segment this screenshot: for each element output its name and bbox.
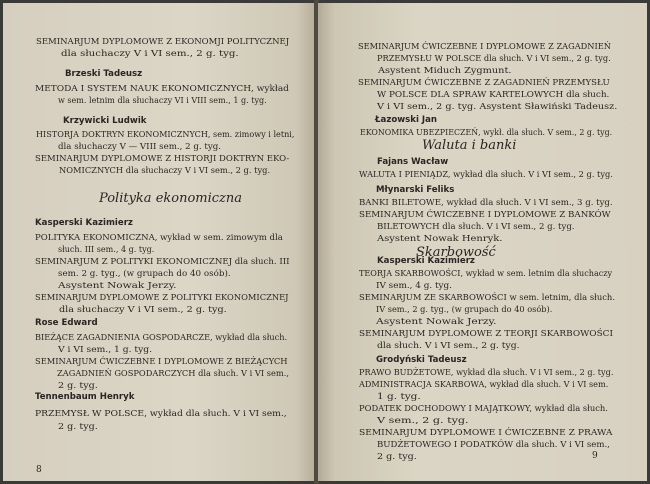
left-page	[3, 3, 315, 481]
course-line-dla-s-uchaczy-v-viii-sem-2-g-tyg: dla słuchaczy V — VIII sem., 2 g. tyg.	[58, 141, 222, 151]
course-line-teorja-skarbowos-ci-wyk-ad-w-sem-letnim-: TEORJA SKARBOWOŚCI, wykład w sem. letnim dla słuchaczy	[359, 268, 613, 278]
course-line-v-i-vi-sem-2-g-tyg-asystent-s-awin-ski-t: V i VI sem., 2 g. tyg. Asystent Sławiński Tadeusz.	[377, 101, 618, 111]
course-line-iv-sem-2-g-tyg-w-grupach-do-40-oso-b: IV sem., 2 g. tyg., (w grupach do 40 osób).	[376, 304, 553, 314]
course-line-seminarjum-dyplomowe-z-polityki-ekonomic: SEMINARJUM DYPLOMOWE Z POLITYKI EKONOMICZNEJ	[35, 292, 289, 302]
course-line-przemys-u-w-polsce-dla-s-uch-v-i-vi-sem-: PRZEMYSŁU W POLSCE dla słuch. V i VI sem., 2 g. tyg.	[377, 53, 611, 63]
course-line-2-g-tyg: 2 g. tyg.	[377, 451, 417, 461]
course-line-nomicznych-dla-s-uchaczy-v-i-vi-sem-2-g-: NOMICZNYCH dla słuchaczy V i VI sem., 2 g. tyg.	[59, 165, 271, 175]
course-line-biletowych-dla-s-uch-v-i-vi-sem-2-g-tyg: BILETOWYCH dla słuch. V i VI sem., 2 g. tyg.	[377, 221, 575, 231]
course-line-podatek-dochodowy-i-maja-tkowy-wyk-ad-dl: PODATEK DOCHODOWY I MAJĄTKOWY, wykład dla słuch.	[359, 403, 608, 413]
course-line-dla-s-uchaczy-v-i-vi-sem-2-g-tyg: dla słuchaczy V i VI sem., 2 g. tyg.	[59, 304, 227, 314]
section-heading-skarbowos-c: Skarbowość	[416, 245, 496, 260]
section-heading-polityka-ekonomiczna: Polityka ekonomiczna	[99, 191, 243, 206]
course-line-seminarjum-dyplomowe-z-teorji-skarbowos-: SEMINARJUM DYPLOMOWE Z TEORJI SKARBOWOŚCI	[359, 328, 613, 338]
course-line-asystent-nowak-jerzy: Asystent Nowak Jerzy.	[58, 280, 177, 290]
course-line-prawo-budz-etowe-wyk-ad-dla-s-uch-v-i-vi: PRAWO BUDŻETOWE, wykład dla słuch. V i VI sem., 2 g. tyg.	[359, 367, 614, 377]
course-line-w-polsce-dla-spraw-kartelowych-dla-s-uch: W POLSCE DLA SPRAW KARTELOWYCH dla słuch.	[377, 89, 610, 99]
course-line-w-sem-letnim-dla-s-uchaczy-vi-i-viii-sem: w sem. letnim dla słuchaczy VI i VIII sem., 1 g. tyg.	[58, 95, 267, 105]
course-line-banki-biletowe-wyk-ad-dla-s-uch-v-i-vi-s: BANKI BILETOWE, wykład dla słuch. V i VI sem., 3 g. tyg.	[359, 197, 613, 207]
course-line-asystent-nowak-henryk: Asystent Nowak Henryk.	[377, 233, 503, 243]
course-line-seminarjum-ze-skarbowos-ci-w-sem-letnim-: SEMINARJUM ZE SKARBOWOŚCI w sem. letnim, dla słuch.	[359, 292, 615, 302]
lecturer-name-grodyn-ski-tadeusz: Grodyński Tadeusz	[376, 355, 467, 365]
course-line-przemys-w-polsce-wyk-ad-dla-s-uch-v-i-vi: PRZEMYSŁ W POLSCE, wykład dla słuch. V i VI sem.,	[35, 408, 287, 418]
course-line-2-g-tyg: 2 g. tyg.	[58, 380, 98, 390]
course-line-ekonomika-ubezpieczen-wyk-dla-s-uch-v-se: EKONOMIKA UBEZPIECZEŃ, wykł. dla słuch. V sem., 2 g. tyg.	[360, 127, 613, 137]
course-line-seminarjum-c-wiczebne-z-zagadnien-przemy: SEMINARJUM ĆWICZEBNE Z ZAGADNIEŃ PRZEMYSŁU	[358, 77, 610, 87]
page-number-right: 9	[592, 451, 598, 461]
right-page	[318, 3, 647, 481]
course-line-zagadnien-gospodarczych-dla-s-uch-v-i-vi: ZAGADNIEŃ GOSPODARCZYCH dla słuch. V i VI sem.,	[57, 368, 290, 378]
course-line-metoda-i-system-nauk-ekonomicznych-wyk-a: METODA I SYSTEM NAUK EKONOMICZNYCH, wykład	[35, 83, 289, 93]
course-line-waluta-i-pienia-dz-wyk-ad-dla-s-uch-v-i-: WALUTA I PIENIĄDZ, wykład dla słuch. V i VI sem., 2 g. tyg.	[359, 169, 613, 179]
course-line-sem-2-g-tyg-w-grupach-do-40-oso-b: sem. 2 g. tyg., (w grupach do 40 osób).	[58, 268, 231, 278]
section-heading-waluta-i-banki: Waluta i banki	[422, 138, 517, 153]
lecturer-name-fajans-wac-aw: Fajans Wacław	[377, 157, 449, 167]
course-line-historja-doktryn-ekonomicznych-sem-zimow: HISTORJA DOKTRYN EKONOMICZNYCH, sem. zimowy i letni,	[36, 129, 295, 139]
course-line-s-uch-iii-sem-4-g-tyg: słuch. III sem., 4 g. tyg.	[58, 244, 155, 254]
course-line-2-g-tyg: 2 g. tyg.	[58, 421, 98, 431]
course-line-seminarjum-z-polityki-ekonomicznej-dla-s: SEMINARJUM Z POLITYKI EKONOMICZNEJ dla słuch. III	[35, 256, 290, 266]
course-line-dla-s-uch-v-i-vi-sem-2-g-tyg: dla słuch. V i VI sem., 2 g. tyg.	[377, 340, 520, 350]
course-line-seminarjum-dyplomowe-z-historji-doktryn-: SEMINARJUM DYPLOMOWE Z HISTORJI DOKTRYN EKO-	[35, 153, 290, 163]
course-line-iv-sem-4-g-tyg: IV sem., 4 g. tyg.	[376, 280, 452, 290]
course-line-dla-s-uchaczy-v-i-vi-sem-2-g-tyg: dla słuchaczy V i VI sem., 2 g. tyg.	[61, 48, 239, 58]
lecturer-name-m-ynarski-feliks: Młynarski Feliks	[376, 185, 455, 195]
course-line-seminarjum-dyplomowe-z-ekonomji-politycz: SEMINARJUM DYPLOMOWE Z EKONOMJI POLITYCZNEJ	[36, 36, 290, 46]
course-line-1-g-tyg: 1 g. tyg.	[377, 391, 421, 401]
course-line-v-sem-2-g-tyg: V sem., 2 g. tyg.	[377, 415, 469, 425]
course-line-seminarjum-c-wiczebne-i-dyplomowe-z-zaga: SEMINARJUM ĆWICZEBNE I DYPLOMOWE Z ZAGADNIEŃ	[358, 41, 611, 51]
course-line-asystent-miduch-zygmunt: Asystent Miduch Zygmunt.	[378, 65, 512, 75]
course-line-asystent-nowak-jerzy: Asystent Nowak Jerzy.	[376, 316, 497, 326]
lecturer-name-krzywicki-ludwik: Krzywicki Ludwik	[63, 116, 147, 126]
lecturer-name-rose-edward: Rose Edward	[35, 318, 98, 328]
lecturer-name-azowski-jan: Łazowski Jan	[375, 115, 438, 125]
course-line-polityka-ekonomiczna-wyk-ad-w-sem-zimowy: POLITYKA EKONOMICZNA, wykład w sem. zimowym dla	[35, 232, 283, 242]
lecturer-name-kasperski-kazimierz: Kasperski Kazimierz	[35, 218, 133, 228]
course-line-biez-a-ce-zagadnienia-gospodarcze-wyk-ad: BIEŻĄCE ZAGADNIENIA GOSPODARCZE, wykład dla słuch.	[35, 332, 288, 342]
course-line-seminarjum-dyplomowe-i-c-wiczebne-z-praw: SEMINARJUM DYPLOMOWE I ĆWICZEBNE Z PRAWA	[359, 427, 613, 437]
page-number-left: 8	[36, 465, 42, 475]
course-line-budz-etowego-i-podatko-w-dla-s-uch-v-i-v: BUDŻETOWEGO I PODATKÓW dla słuch. V i VI sem.,	[377, 439, 610, 449]
course-line-seminarjum-c-wiczebne-i-dyplomowe-z-biez: SEMINARJUM ĆWICZEBNE I DYPLOMOWE Z BIEŻĄCYCH	[35, 356, 288, 366]
lecturer-name-kasperski-kazimierz: Kasperski Kazimierz	[377, 256, 475, 266]
course-line-administracja-skarbowa-wyk-ad-dla-s-uch-: ADMINISTRACJA SKARBOWA, wykład dla słuch. V i VI sem.	[359, 379, 609, 389]
course-line-v-i-vi-sem-1-g-tyg: V i VI sem., 1 g. tyg.	[58, 344, 153, 354]
lecturer-name-brzeski-tadeusz: Brzeski Tadeusz	[65, 69, 143, 79]
course-line-seminarjum-c-wiczebne-i-dyplomowe-z-bank: SEMINARJUM ĆWICZEBNE I DYPLOMOWE Z BANKÓW	[359, 209, 611, 219]
lecturer-name-tennenbaum-henryk: Tennenbaum Henryk	[35, 392, 135, 402]
